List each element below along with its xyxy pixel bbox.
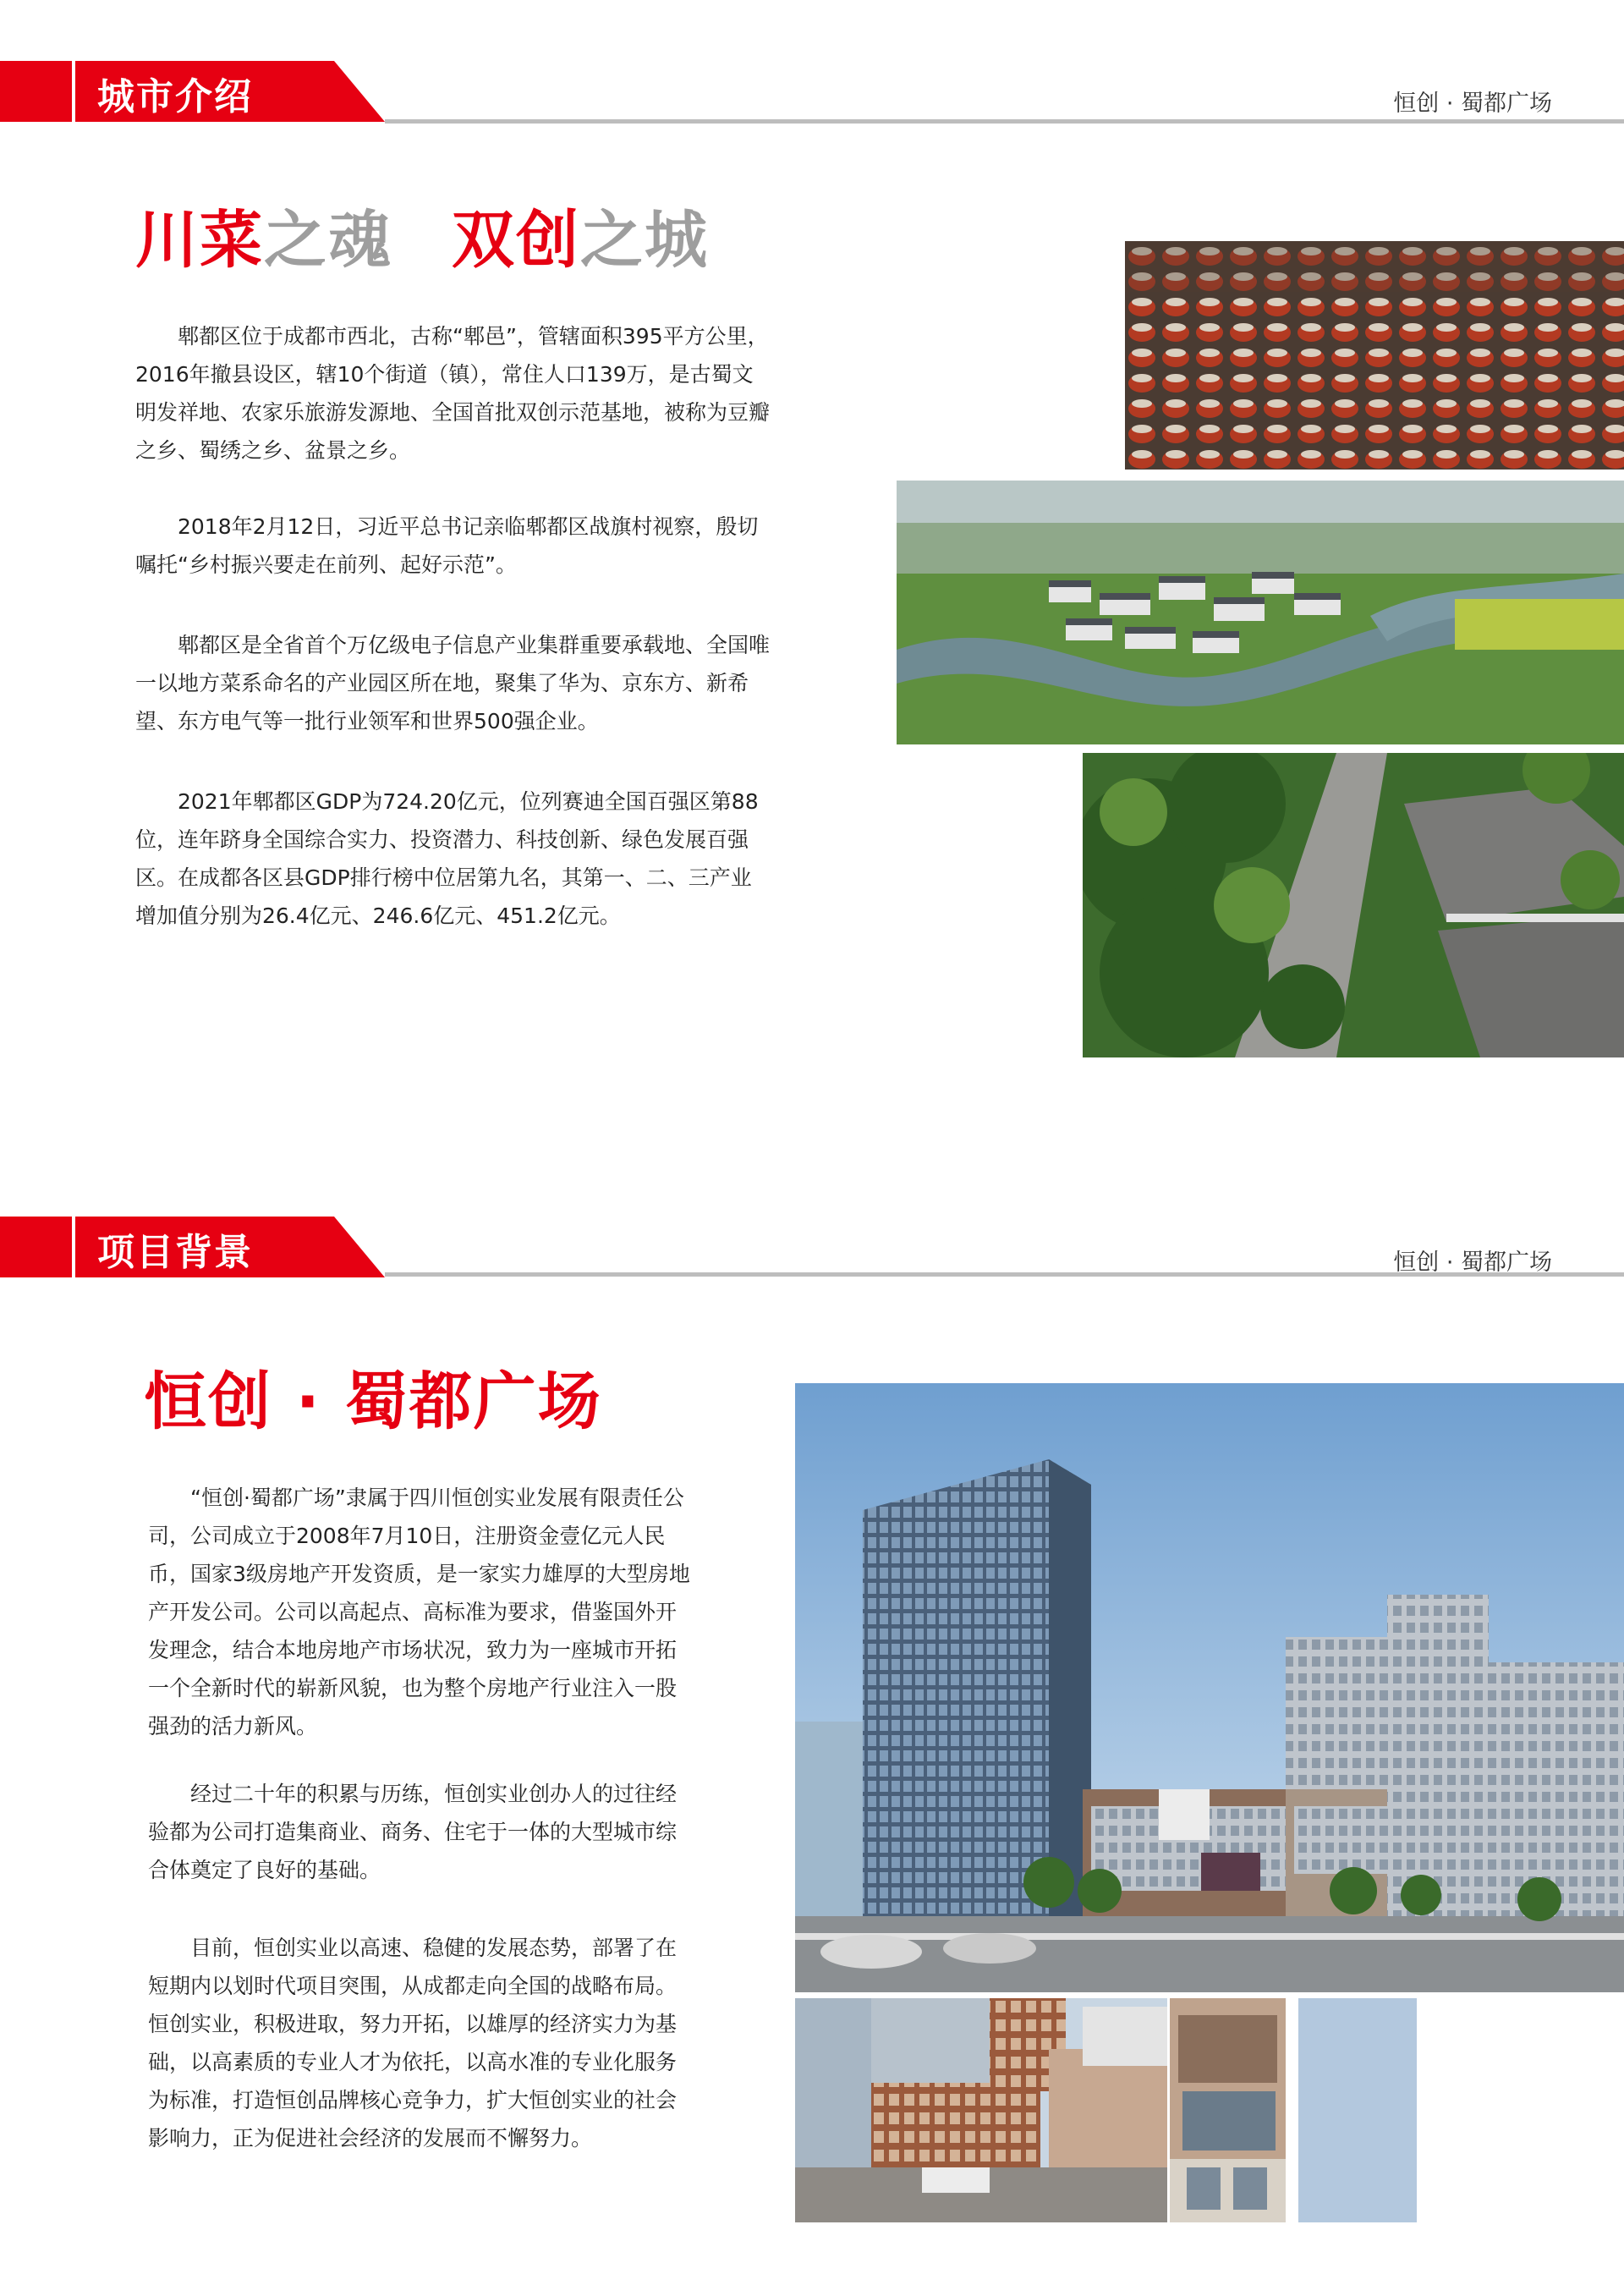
brand-label: 恒创 · 蜀都广场 (1393, 1250, 1552, 1276)
village-image (897, 481, 1624, 744)
rendering-image (795, 1383, 1624, 1992)
section-header-project (0, 1217, 1624, 1274)
project-paragraph: “恒创·蜀都广场”隶属于四川恒创实业发展有限责任公司，公司成立于2008年7月10日，注册资金壹亿元人民币，国家3级房地产开发资质，是一家实力雄厚的大型房地产开发公司。公司以高起点、高标准为要求，借鉴国外开发理念，结合本地房地产市场状况，致力为一座城市开拓一个全新时代的崭新风貌，也为整个房地产行业注入一股强劲的活力新风。 (148, 1486, 690, 1738)
photo-tree-street (1083, 753, 1624, 1057)
street-image (1083, 753, 1624, 1057)
section-title: 城市介绍 (97, 75, 253, 118)
section-header-city (0, 61, 1624, 118)
tab-divider (72, 61, 75, 122)
decorative-block (1298, 1998, 1417, 2222)
headline-red-1: 川菜 (135, 204, 264, 277)
project-paragraph: 经过二十年的积累与历练，恒创实业创办人的过往经验都为公司打造集商业、商务、住宅于一体的大型城市综合体奠定了良好的基础。 (148, 1782, 678, 1882)
section-title: 项目背景 (97, 1231, 253, 1274)
headline-gray-1: 之魂 (264, 204, 392, 277)
headline-gray-2: 之城 (580, 204, 709, 277)
photo-street-rendering (795, 1998, 1167, 2222)
city-headline (135, 190, 709, 280)
photo-building-rendering (795, 1383, 1624, 1992)
brand-label: 恒创 · 蜀都广场 (1393, 91, 1552, 117)
tab-divider (72, 1217, 75, 1277)
headline-red-2: 双创 (452, 204, 580, 277)
jars-image (1125, 241, 1624, 470)
photo-aerial-village (897, 481, 1624, 744)
project-headline: 恒创 · 蜀都广场 (144, 1365, 602, 1438)
shopfront-image (1170, 1998, 1286, 2222)
city-paragraph: 郫都区是全省首个万亿级电子信息产业集群重要承载地、全国唯一以地方菜系命名的产业园区所在地，聚集了华为、京东方、新希望、东方电气等一批行业领军和世界500强企业。 (135, 633, 771, 733)
photo-shopfront (1170, 1998, 1286, 2222)
city-paragraph: 2021年郫都区GDP为724.20亿元，位列赛迪全国百强区第88位，连年跻身全国综合实力、投资潜力、科技创新、绿色发展百强区。在成都各区县GDP排行榜中位居第九名，其第一、二、三产业增加值分别为26.4亿元、246.6亿元、451.2亿元。 (135, 789, 759, 928)
photo-fermentation-jars (1125, 241, 1624, 470)
city-paragraph: 2018年2月12日，习近平总书记亲临郫都区战旗村视察，殷切嘱托“乡村振兴要走在前列、起好示范”。 (135, 514, 759, 577)
street-rendering-image (795, 1998, 1167, 2222)
city-paragraph: 郫都区位于成都市西北，古称“郫邑”，管辖面积395平方公里，2016年撤县设区，辖10个街道（镇），常住人口139万，是古蜀文明发祥地、农家乐旅游发源地、全国首批双创示范基地，被称为豆瓣之乡、蜀绣之乡、盆景之乡。 (135, 324, 771, 463)
header-rule (385, 119, 1624, 124)
project-paragraph: 目前，恒创实业以高速、稳健的发展态势，部署了在短期内以划时代项目突围，从成都走向全国的战略布局。恒创实业，积极进取，努力开拓，以雄厚的经济实力为基础，以高素质的专业人才为依托，以高水准的专业化服务为标准，打造恒创品牌核心竞争力，扩大恒创实业的社会影响力，正为促进社会经济的发展而不懈努力。 (148, 1936, 678, 2150)
